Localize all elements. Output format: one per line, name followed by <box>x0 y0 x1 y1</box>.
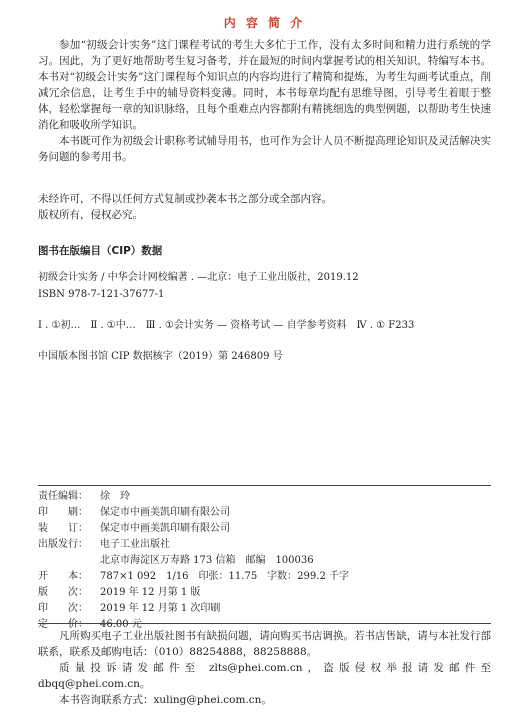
imprint-label: 出版发行： <box>38 539 88 550</box>
intro-paragraph-2: 本书既可作为初级会计职称考试辅导用书，也可作为会计人员不断提高理论知识及灵活解决实务问题的参考用书。 <box>38 135 491 163</box>
imprint-value: 2019 年 12 月第 1 次印刷 <box>100 603 221 614</box>
footer-block <box>38 628 491 708</box>
imprint-value: 46.00 元 <box>100 619 142 630</box>
divider-top <box>38 485 491 486</box>
imprint-label <box>38 553 100 569</box>
imprint-value: 787×1 092 1/16 印张：11.75 字数：299.2 千字 <box>100 571 349 582</box>
imprint-value: 徐 玲 <box>100 491 130 502</box>
imprint-block <box>38 489 491 633</box>
imprint-value: 电子工业出版社 <box>100 539 170 550</box>
imprint-label: 责任编辑： <box>38 491 88 502</box>
imprint-label: 版 次： <box>38 587 88 598</box>
imprint-row-address <box>38 553 491 569</box>
imprint-row-editor <box>38 489 491 505</box>
imprint-label: 印 刷： <box>38 507 88 518</box>
imprint-label: 装 订： <box>38 523 88 534</box>
imprint-label: 印 次： <box>38 603 88 614</box>
imprint-value: 保定市中画美凯印刷有限公司 <box>100 507 230 518</box>
footer-paragraph-contact: 本书咨询联系方式：xuling@phei.com.cn。 <box>59 694 272 706</box>
intro-paragraph-1: 参加“初级会计实务”这门课程考试的考生大多忙于工作，没有太多时间和精力进行系统的学习。因此，为了更好地帮助考生复习备考，并在最短的时间内掌握考试的相关知识，特编写本书。本书对“初级会计实务”这门课程每个知识点的内容均进行了精简和提炼，为考生勾画考试重点，削减冗余信息，让考生手中的辅导资料变薄。同时，本书每章均配有思维导图，引导考生着眼于整体，轻松掌握每一章的知识脉络，且每个重难点内容都附有精挑细选的典型例题，以帮助考生快速消化和吸收所学知识。 <box>38 39 491 131</box>
notice-line-2: 版权所有，侵权必究。 <box>38 209 143 221</box>
imprint-label: 定 价： <box>38 619 88 630</box>
imprint-value: 保定市中画美凯印刷有限公司 <box>100 523 230 534</box>
footer-paragraph-returns: 凡所购买电子工业出版社图书有缺损问题，请向购买书店调换。若书店售缺，请与本社发行部联系，联系及邮购电话：（010）88254888，88258888。 <box>38 630 491 658</box>
imprint-row-binder <box>38 521 491 537</box>
imprint-value: 2019 年 12 月第 1 版 <box>100 587 201 598</box>
cip-heading: 图书在版编目（CIP）数据 <box>38 245 163 257</box>
cip-line-record-number: 中国版本图书馆 CIP 数据核字（2019）第 246809 号 <box>38 351 283 362</box>
imprint-row-printer <box>38 505 491 521</box>
imprint-row-edition <box>38 585 491 601</box>
imprint-row-publisher <box>38 537 491 553</box>
cip-line-title: 初级会计实务 / 中华会计网校编著 . —北京：电子工业出版社，2019.12 <box>38 272 359 283</box>
page-title: 内 容 简 介 <box>223 16 306 30</box>
cip-line-isbn: ISBN 978-7-121-37677-1 <box>38 289 165 300</box>
imprint-row-printing <box>38 601 491 617</box>
notice-line-1: 未经许可，不得以任何方式复制或抄袭本书之部分或全部内容。 <box>38 193 332 205</box>
imprint-label: 开 本： <box>38 571 88 582</box>
imprint-row-format <box>38 569 491 585</box>
cip-line-classification: Ⅰ . ①初… Ⅱ . ①中… Ⅲ . ①会计实务 — 资格考试 — 自学参考资料 Ⅳ . ① F233 <box>38 320 415 331</box>
footer-paragraph-complaints: 质量投诉请发邮件至 zlts@phei.com.cn，盗版侵权举报请发邮件至 dbqq@phei.com.cn。 <box>38 662 491 690</box>
imprint-value: 北京市海淀区万寿路 173 信箱 邮编 100036 <box>100 555 314 566</box>
copyright-notice <box>38 191 491 223</box>
divider-bottom <box>38 623 491 624</box>
